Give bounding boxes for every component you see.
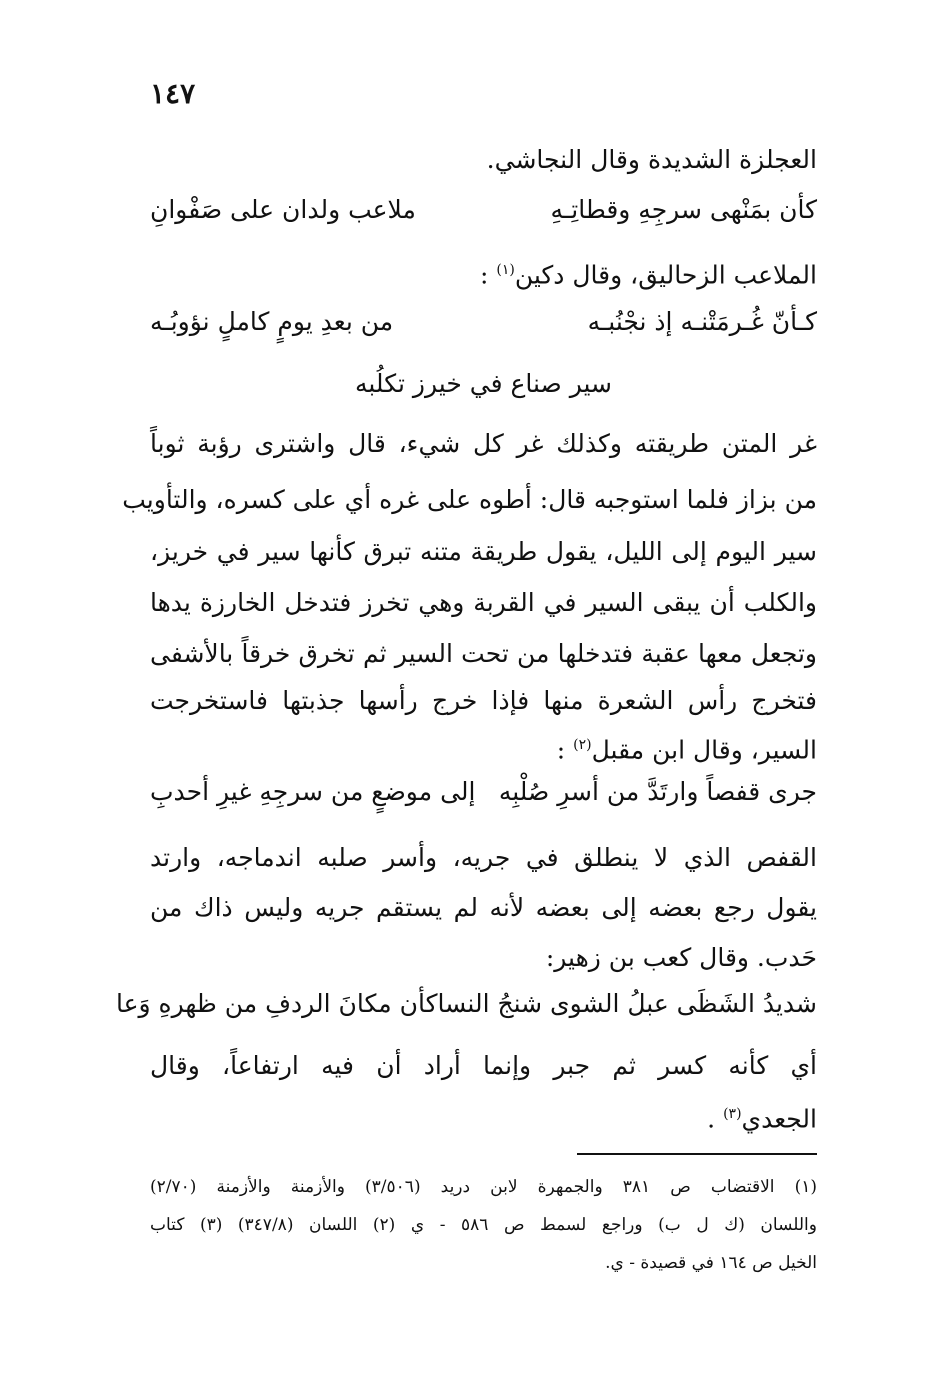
verse-line-single: سير صناع في خيرز تكلُبه xyxy=(354,369,613,398)
text-line: والكلب أن يبقى السير في القربة وهي تخرز فتدخل الخارزة يدها xyxy=(150,588,817,617)
verse-hemistich-second: إلى موضعٍ من سرجِهِ غيرِ أحدبِ xyxy=(150,777,476,806)
verse-hemistich-first: كـأنّ غُـرمَتْنـه إذ نجْنُبـه xyxy=(587,307,817,336)
verse-hemistich-first: جرى قفصاً وارتَدَّ من أسرِ صُلْبِه xyxy=(498,777,817,806)
colon: : xyxy=(479,260,489,290)
footnote-line: واللسان (ك ل ب) وراجع لسمط ص ٥٨٦ - ي (٢) اللسان (٣٤٧/٨) (٣) كتاب xyxy=(150,1215,817,1235)
verse-line xyxy=(150,302,817,342)
period: . xyxy=(707,1104,716,1134)
footnote-marker: (٣) xyxy=(723,1106,742,1122)
text-line-content: السير، وقال ابن مقبل xyxy=(591,735,817,765)
verse-hemistich-first: شديدُ الشَظَى عبلُ الشوى شنجُ النسا xyxy=(437,989,817,1018)
footnote-line: (١) الاقتضاب ص ٣٨١ والجمهرة لابن دريد (٣/٥٠٦) والأزمنة والأزمنة (٢/٧٠) xyxy=(150,1177,817,1197)
text-line: وتجعل معها عقبة فتدخلها من تحت السير ثم تخرق خرقاً بالأشفى xyxy=(150,639,818,668)
verse-line xyxy=(150,772,817,812)
verse-hemistich-second: ملاعب ولدان على صَفْوانِ xyxy=(150,195,416,224)
verse-hemistich-second: كأن مكانَ الردفِ من ظهرهِ وَعا xyxy=(115,989,438,1018)
text-line xyxy=(557,725,817,770)
text-line-content: الملاعب الزحاليق، وقال دكين xyxy=(514,260,817,290)
verse-line xyxy=(150,190,817,230)
verse-line xyxy=(115,984,817,1024)
footnote-marker: (٢) xyxy=(573,737,592,753)
text-line-content: الجعدي xyxy=(741,1104,817,1134)
footnote-marker: (١) xyxy=(496,262,515,278)
text-line: العجلزة الشديدة وقال النجاشي. xyxy=(486,145,817,174)
footnote-line: الخيل ص ١٦٤ في قصيدة - ي. xyxy=(605,1253,817,1273)
text-line: غر المتن طريقته وكذلك غر كل شيء، قال واشترى رؤبة ثوباً xyxy=(150,429,817,458)
text-line: القفص الذي لا ينطلق في جريه، وأسر صلبه اندماجه، وارتد xyxy=(150,843,817,872)
verse-hemistich-second: من بعدِ يومٍ كاملٍ نؤوبُـه xyxy=(150,307,394,336)
verse-hemistich-first: كأن بمَنْهى سرجِهِ وقطاتِـهِ xyxy=(550,195,817,224)
colon: : xyxy=(556,735,566,765)
text-line: حَدب. وقال كعب بن زهير: xyxy=(545,943,817,972)
text-line: يقول رجع بعضه إلى بعضه لأنه لم يستقم جريه وليس ذاك من xyxy=(150,893,817,922)
text-line: سير اليوم إلى الليل، يقول طريقة متنه تبرق كأنها سير في خريز، xyxy=(150,537,817,566)
text-line xyxy=(707,1094,817,1139)
text-line: فتخرج رأس الشعرة منها فإذا خرج رأسها جذبتها فاستخرجت xyxy=(150,686,817,715)
page-number: ١٤٧ xyxy=(150,77,196,110)
text-line: أي كأنه كسر ثم جبر وإنما أراد أن فيه ارتفاعاً، وقال xyxy=(150,1051,817,1080)
footnote-separator xyxy=(577,1153,817,1155)
text-line: من بزاز فلما استوجبه قال: أطوه على غره أي على كسره، والتأويب xyxy=(122,485,817,514)
text-line xyxy=(480,250,817,295)
